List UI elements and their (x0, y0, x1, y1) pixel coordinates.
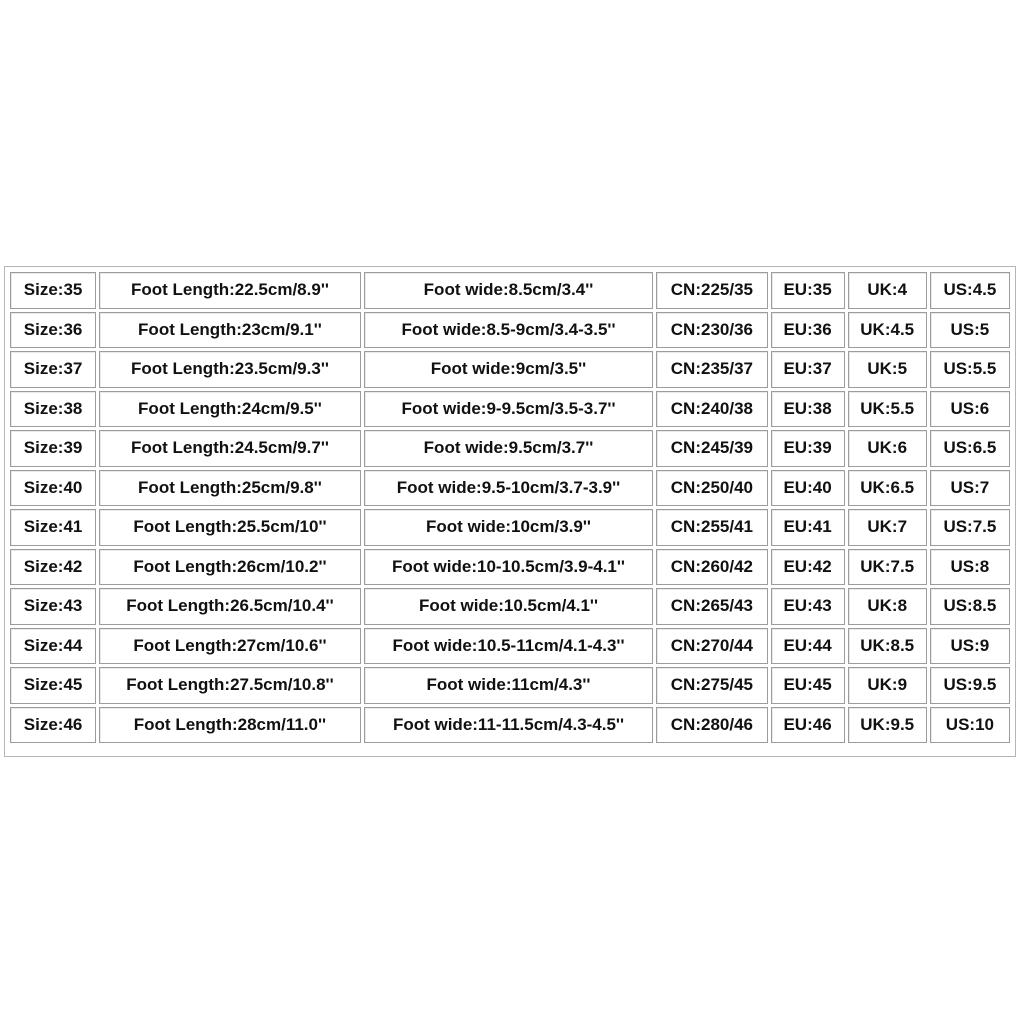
us-size-cell: US:6.5 (930, 430, 1010, 467)
table-row (10, 509, 1010, 546)
table-row (10, 312, 1010, 349)
us-size-cell: US:7.5 (930, 509, 1010, 546)
foot-length-cell: Foot Length:23cm/9.1'' (99, 312, 361, 349)
table-row (10, 351, 1010, 388)
eu-size-cell: EU:41 (771, 509, 845, 546)
foot-wide-cell: Foot wide:10.5cm/4.1'' (364, 588, 654, 625)
foot-length-cell: Foot Length:24.5cm/9.7'' (99, 430, 361, 467)
uk-size-cell: UK:7 (848, 509, 927, 546)
size-cell: Size:45 (10, 667, 96, 704)
foot-wide-cell: Foot wide:9.5cm/3.7'' (364, 430, 654, 467)
us-size-cell: US:5 (930, 312, 1010, 349)
cn-size-cell: CN:280/46 (656, 707, 767, 744)
size-cell: Size:43 (10, 588, 96, 625)
us-size-cell: US:9 (930, 628, 1010, 665)
uk-size-cell: UK:4 (848, 272, 927, 309)
us-size-cell: US:8.5 (930, 588, 1010, 625)
cn-size-cell: CN:260/42 (656, 549, 767, 586)
cn-size-cell: CN:270/44 (656, 628, 767, 665)
foot-wide-cell: Foot wide:9cm/3.5'' (364, 351, 654, 388)
cn-size-cell: CN:225/35 (656, 272, 767, 309)
foot-length-cell: Foot Length:24cm/9.5'' (99, 391, 361, 428)
foot-length-cell: Foot Length:27cm/10.6'' (99, 628, 361, 665)
us-size-cell: US:8 (930, 549, 1010, 586)
foot-wide-cell: Foot wide:9-9.5cm/3.5-3.7'' (364, 391, 654, 428)
uk-size-cell: UK:4.5 (848, 312, 927, 349)
foot-length-cell: Foot Length:22.5cm/8.9'' (99, 272, 361, 309)
size-chart-table (7, 269, 1013, 746)
eu-size-cell: EU:44 (771, 628, 845, 665)
table-row (10, 707, 1010, 744)
foot-length-cell: Foot Length:25cm/9.8'' (99, 470, 361, 507)
cn-size-cell: CN:235/37 (656, 351, 767, 388)
table-row (10, 391, 1010, 428)
foot-wide-cell: Foot wide:11-11.5cm/4.3-4.5'' (364, 707, 654, 744)
foot-length-cell: Foot Length:26.5cm/10.4'' (99, 588, 361, 625)
cn-size-cell: CN:230/36 (656, 312, 767, 349)
foot-wide-cell: Foot wide:10cm/3.9'' (364, 509, 654, 546)
size-cell: Size:46 (10, 707, 96, 744)
size-cell: Size:41 (10, 509, 96, 546)
us-size-cell: US:6 (930, 391, 1010, 428)
foot-wide-cell: Foot wide:8.5-9cm/3.4-3.5'' (364, 312, 654, 349)
size-cell: Size:38 (10, 391, 96, 428)
foot-length-cell: Foot Length:27.5cm/10.8'' (99, 667, 361, 704)
table-row (10, 470, 1010, 507)
cn-size-cell: CN:245/39 (656, 430, 767, 467)
cn-size-cell: CN:275/45 (656, 667, 767, 704)
size-cell: Size:42 (10, 549, 96, 586)
eu-size-cell: EU:38 (771, 391, 845, 428)
table-row (10, 667, 1010, 704)
eu-size-cell: EU:35 (771, 272, 845, 309)
uk-size-cell: UK:8.5 (848, 628, 927, 665)
us-size-cell: US:9.5 (930, 667, 1010, 704)
foot-wide-cell: Foot wide:11cm/4.3'' (364, 667, 654, 704)
table-row (10, 588, 1010, 625)
size-cell: Size:37 (10, 351, 96, 388)
foot-wide-cell: Foot wide:10.5-11cm/4.1-4.3'' (364, 628, 654, 665)
uk-size-cell: UK:5.5 (848, 391, 927, 428)
foot-length-cell: Foot Length:28cm/11.0'' (99, 707, 361, 744)
uk-size-cell: UK:9 (848, 667, 927, 704)
uk-size-cell: UK:5 (848, 351, 927, 388)
eu-size-cell: EU:36 (771, 312, 845, 349)
eu-size-cell: EU:43 (771, 588, 845, 625)
size-chart (4, 266, 1016, 757)
foot-wide-cell: Foot wide:9.5-10cm/3.7-3.9'' (364, 470, 654, 507)
foot-wide-cell: Foot wide:8.5cm/3.4'' (364, 272, 654, 309)
table-row (10, 430, 1010, 467)
eu-size-cell: EU:40 (771, 470, 845, 507)
eu-size-cell: EU:37 (771, 351, 845, 388)
uk-size-cell: UK:7.5 (848, 549, 927, 586)
cn-size-cell: CN:240/38 (656, 391, 767, 428)
eu-size-cell: EU:46 (771, 707, 845, 744)
foot-wide-cell: Foot wide:10-10.5cm/3.9-4.1'' (364, 549, 654, 586)
uk-size-cell: UK:6.5 (848, 470, 927, 507)
uk-size-cell: UK:6 (848, 430, 927, 467)
cn-size-cell: CN:265/43 (656, 588, 767, 625)
foot-length-cell: Foot Length:26cm/10.2'' (99, 549, 361, 586)
uk-size-cell: UK:8 (848, 588, 927, 625)
cn-size-cell: CN:255/41 (656, 509, 767, 546)
eu-size-cell: EU:39 (771, 430, 845, 467)
uk-size-cell: UK:9.5 (848, 707, 927, 744)
size-cell: Size:44 (10, 628, 96, 665)
size-cell: Size:36 (10, 312, 96, 349)
table-row (10, 628, 1010, 665)
table-row (10, 549, 1010, 586)
foot-length-cell: Foot Length:25.5cm/10'' (99, 509, 361, 546)
foot-length-cell: Foot Length:23.5cm/9.3'' (99, 351, 361, 388)
eu-size-cell: EU:42 (771, 549, 845, 586)
size-cell: Size:40 (10, 470, 96, 507)
size-cell: Size:35 (10, 272, 96, 309)
us-size-cell: US:4.5 (930, 272, 1010, 309)
us-size-cell: US:5.5 (930, 351, 1010, 388)
cn-size-cell: CN:250/40 (656, 470, 767, 507)
us-size-cell: US:7 (930, 470, 1010, 507)
size-cell: Size:39 (10, 430, 96, 467)
table-row (10, 272, 1010, 309)
eu-size-cell: EU:45 (771, 667, 845, 704)
us-size-cell: US:10 (930, 707, 1010, 744)
